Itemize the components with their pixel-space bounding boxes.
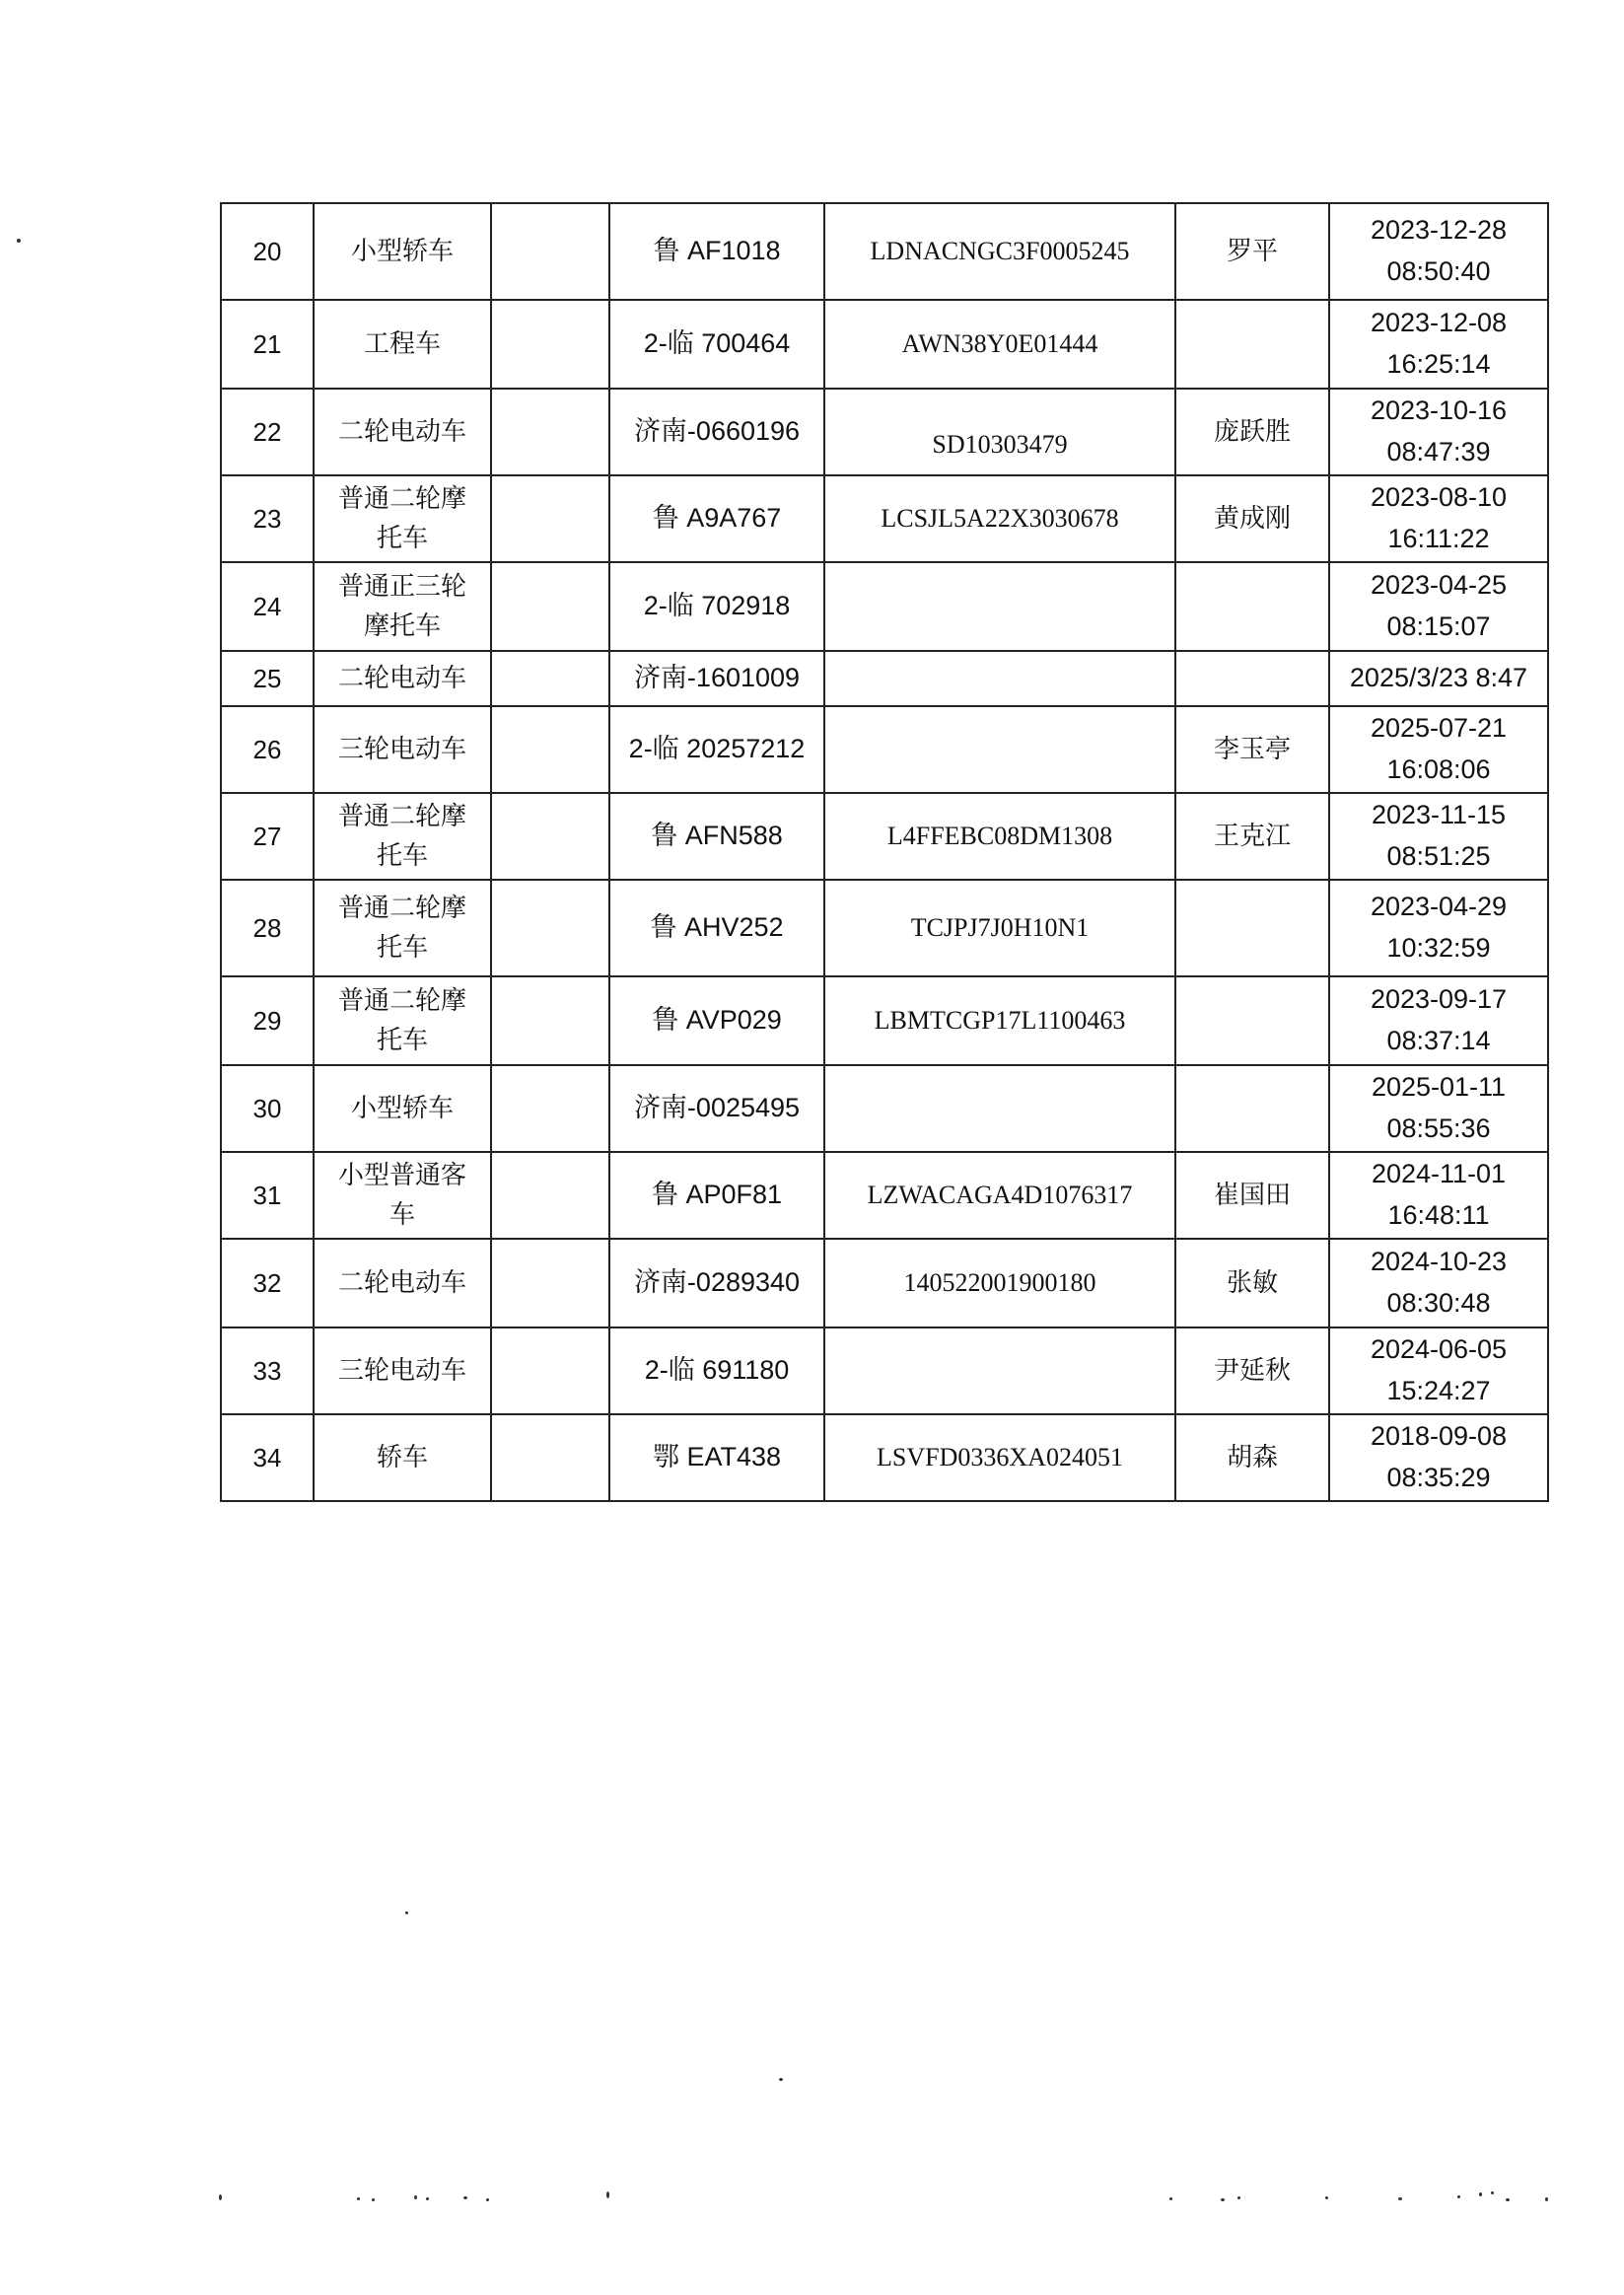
scan-speck [414, 2195, 417, 2199]
cell-timestamp: 2024-10-23 08:30:48 [1329, 1239, 1548, 1327]
cell-timestamp: 2024-06-05 15:24:27 [1329, 1327, 1548, 1414]
cell-vehicle-type: 二轮电动车 [314, 651, 491, 706]
cell-timestamp: 2018-09-08 08:35:29 [1329, 1414, 1548, 1501]
scan-speck [1491, 2191, 1494, 2194]
table-row [221, 976, 1548, 1065]
table-row [221, 1414, 1548, 1501]
cell-plate-number: 济南-0025495 [609, 1065, 824, 1152]
cell-timestamp: 2023-04-25 08:15:07 [1329, 562, 1548, 651]
cell-blank [491, 562, 609, 651]
cell-number: 20 [221, 203, 314, 300]
table-row [221, 300, 1548, 389]
cell-blank [491, 389, 609, 475]
scan-speck [1221, 2198, 1225, 2201]
cell-number: 21 [221, 300, 314, 389]
cell-vin: L4FFEBC08DM1308 [824, 793, 1175, 880]
table-row [221, 793, 1548, 880]
cell-owner: 胡森 [1175, 1414, 1329, 1501]
table-row [221, 880, 1548, 976]
cell-number: 32 [221, 1239, 314, 1327]
table-row [221, 651, 1548, 706]
cell-blank [491, 1414, 609, 1501]
cell-blank [491, 1327, 609, 1414]
cell-timestamp: 2024-11-01 16:48:11 [1329, 1152, 1548, 1239]
cell-blank [491, 300, 609, 389]
cell-number: 27 [221, 793, 314, 880]
cell-vin [824, 706, 1175, 793]
cell-owner [1175, 880, 1329, 976]
table-body [221, 203, 1548, 1501]
cell-number: 23 [221, 475, 314, 562]
cell-vehicle-type: 小型轿车 [314, 203, 491, 300]
cell-blank [491, 1065, 609, 1152]
cell-owner [1175, 976, 1329, 1065]
scan-speck [779, 2078, 783, 2081]
table-row [221, 203, 1548, 300]
cell-vehicle-type: 普通二轮摩 托车 [314, 475, 491, 562]
scan-speck [1545, 2197, 1548, 2201]
cell-plate-number: 鲁 AHV252 [609, 880, 824, 976]
cell-number: 33 [221, 1327, 314, 1414]
scan-speck [1479, 2192, 1482, 2196]
cell-timestamp: 2023-08-10 16:11:22 [1329, 475, 1548, 562]
cell-timestamp: 2023-12-08 16:25:14 [1329, 300, 1548, 389]
cell-vin [824, 1327, 1175, 1414]
cell-plate-number: 鄂 EAT438 [609, 1414, 824, 1501]
scan-speck [1398, 2197, 1402, 2200]
cell-vehicle-type: 二轮电动车 [314, 389, 491, 475]
cell-vehicle-type: 普通正三轮 摩托车 [314, 562, 491, 651]
scan-speck [17, 239, 21, 243]
scan-speck [426, 2197, 429, 2200]
scan-speck [486, 2198, 489, 2201]
cell-vehicle-type: 普通二轮摩 托车 [314, 793, 491, 880]
cell-timestamp: 2025/3/23 8:47 [1329, 651, 1548, 706]
cell-plate-number: 济南-1601009 [609, 651, 824, 706]
cell-owner: 崔国田 [1175, 1152, 1329, 1239]
cell-vehicle-type: 小型轿车 [314, 1065, 491, 1152]
cell-plate-number: 济南-0660196 [609, 389, 824, 475]
cell-owner [1175, 1065, 1329, 1152]
cell-number: 29 [221, 976, 314, 1065]
cell-vehicle-type: 二轮电动车 [314, 1239, 491, 1327]
cell-plate-number: 济南-0289340 [609, 1239, 824, 1327]
cell-vehicle-type: 轿车 [314, 1414, 491, 1501]
cell-number: 25 [221, 651, 314, 706]
table-row [221, 1239, 1548, 1327]
cell-vin: AWN38Y0E01444 [824, 300, 1175, 389]
cell-blank [491, 651, 609, 706]
table-row [221, 706, 1548, 793]
cell-plate-number: 鲁 AF1018 [609, 203, 824, 300]
scan-speck [1506, 2198, 1510, 2201]
table-row [221, 1327, 1548, 1414]
cell-vin [824, 1065, 1175, 1152]
cell-vehicle-type: 工程车 [314, 300, 491, 389]
cell-blank [491, 793, 609, 880]
vehicle-table [220, 202, 1549, 1502]
cell-plate-number: 2-临 700464 [609, 300, 824, 389]
cell-owner [1175, 562, 1329, 651]
cell-blank [491, 880, 609, 976]
table-row [221, 562, 1548, 651]
cell-owner: 黄成刚 [1175, 475, 1329, 562]
cell-vin: 140522001900180 [824, 1239, 1175, 1327]
cell-timestamp: 2023-09-17 08:37:14 [1329, 976, 1548, 1065]
cell-vin [824, 651, 1175, 706]
cell-plate-number: 2-临 691180 [609, 1327, 824, 1414]
table-row [221, 475, 1548, 562]
cell-vehicle-type: 小型普通客 车 [314, 1152, 491, 1239]
cell-vehicle-type: 三轮电动车 [314, 706, 491, 793]
scan-speck [372, 2198, 375, 2201]
cell-owner: 尹延秋 [1175, 1327, 1329, 1414]
cell-number: 30 [221, 1065, 314, 1152]
scan-speck [463, 2196, 467, 2199]
cell-plate-number: 2-临 20257212 [609, 706, 824, 793]
cell-owner [1175, 651, 1329, 706]
cell-number: 34 [221, 1414, 314, 1501]
cell-timestamp: 2023-11-15 08:51:25 [1329, 793, 1548, 880]
cell-vin: LCSJL5A22X3030678 [824, 475, 1175, 562]
cell-plate-number: 鲁 AFN588 [609, 793, 824, 880]
cell-blank [491, 1152, 609, 1239]
cell-number: 31 [221, 1152, 314, 1239]
cell-vehicle-type: 三轮电动车 [314, 1327, 491, 1414]
cell-owner: 王克江 [1175, 793, 1329, 880]
cell-blank [491, 976, 609, 1065]
cell-vin: LDNACNGC3F0005245 [824, 203, 1175, 300]
table-row [221, 1152, 1548, 1239]
table-row [221, 389, 1548, 475]
scan-speck [219, 2194, 222, 2200]
scan-speck [357, 2197, 360, 2200]
cell-vin: LSVFD0336XA024051 [824, 1414, 1175, 1501]
cell-vin [824, 562, 1175, 651]
cell-number: 22 [221, 389, 314, 475]
cell-vin: SD10303479 [824, 389, 1175, 475]
cell-vin: TCJPJ7J0H10N1 [824, 880, 1175, 976]
cell-blank [491, 203, 609, 300]
cell-plate-number: 鲁 A9A767 [609, 475, 824, 562]
cell-plate-number: 鲁 AP0F81 [609, 1152, 824, 1239]
cell-vin: LZWACAGA4D1076317 [824, 1152, 1175, 1239]
cell-number: 26 [221, 706, 314, 793]
cell-number: 24 [221, 562, 314, 651]
cell-plate-number: 2-临 702918 [609, 562, 824, 651]
scan-speck [1325, 2196, 1328, 2199]
cell-timestamp: 2025-07-21 16:08:06 [1329, 706, 1548, 793]
cell-owner [1175, 300, 1329, 389]
cell-owner: 罗平 [1175, 203, 1329, 300]
cell-blank [491, 475, 609, 562]
cell-plate-number: 鲁 AVP029 [609, 976, 824, 1065]
scan-speck [606, 2191, 609, 2198]
cell-number: 28 [221, 880, 314, 976]
scan-speck [1457, 2195, 1460, 2198]
cell-timestamp: 2025-01-11 08:55:36 [1329, 1065, 1548, 1152]
cell-owner: 庞跃胜 [1175, 389, 1329, 475]
cell-timestamp: 2023-12-28 08:50:40 [1329, 203, 1548, 300]
cell-vin: LBMTCGP17L1100463 [824, 976, 1175, 1065]
scan-speck [1237, 2196, 1240, 2199]
cell-owner: 张敏 [1175, 1239, 1329, 1327]
scan-speck [405, 1911, 408, 1914]
cell-vehicle-type: 普通二轮摩 托车 [314, 880, 491, 976]
table-row [221, 1065, 1548, 1152]
cell-timestamp: 2023-10-16 08:47:39 [1329, 389, 1548, 475]
scan-speck [1169, 2197, 1172, 2200]
cell-owner: 李玉亭 [1175, 706, 1329, 793]
cell-blank [491, 1239, 609, 1327]
cell-timestamp: 2023-04-29 10:32:59 [1329, 880, 1548, 976]
cell-blank [491, 706, 609, 793]
cell-vehicle-type: 普通二轮摩 托车 [314, 976, 491, 1065]
